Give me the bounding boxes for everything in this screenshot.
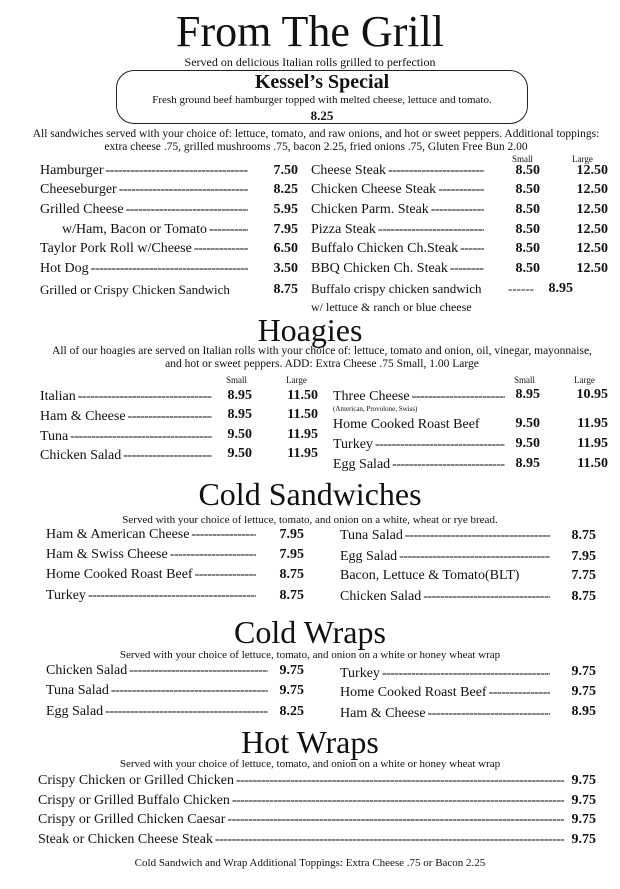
item-price-large: 10.95 <box>576 387 608 402</box>
item-price: 8.95 <box>571 704 596 719</box>
menu-item: Tuna Salad ----- <box>340 527 550 545</box>
item-price: 7.50 <box>273 163 298 178</box>
item-price: 9.75 <box>571 832 596 847</box>
item-price: 8.75 <box>279 588 304 603</box>
menu-item: Ham & Cheese ----- <box>340 705 550 723</box>
menu-item: Crispy or Grilled Buffalo Chicken ----- <box>38 792 564 810</box>
menu-item: Chicken Parm. Steak ----- <box>311 201 484 219</box>
cold-sandwiches-title: Cold Sandwiches <box>198 476 422 512</box>
item-price: 7.95 <box>571 549 596 564</box>
cold-wraps-note: Served with your choice of lettuce, tomato, and onion on a white or honey wheat wrap <box>119 649 501 661</box>
item-price: 9.75 <box>571 812 596 827</box>
item-price: 7.95 <box>273 222 298 237</box>
item-price: 7.75 <box>571 568 596 583</box>
cold-sandwiches-note: Served with your choice of lettuce, tomato, and onion on a white, wheat or rye bread. <box>122 514 498 526</box>
item-price: 8.75 <box>571 528 596 543</box>
item-price: 8.75 <box>571 589 596 604</box>
item-price: 6.50 <box>273 241 298 256</box>
item-price: 9.75 <box>279 663 304 678</box>
hot-wraps-note: Served with your choice of lettuce, tomato, and onion on a white or honey wheat wrap <box>119 758 501 770</box>
item-price-small: 8.50 <box>515 202 540 217</box>
menu-item: Chicken Salad ----- <box>340 588 550 606</box>
item-price-large: 12.50 <box>576 241 608 256</box>
item-price-small: 8.50 <box>515 182 540 197</box>
item-price: 9.75 <box>571 773 596 788</box>
buffalo-sandwich-price: 8.95 <box>548 281 573 296</box>
menu-item: Turkey ----- <box>340 665 550 683</box>
item-price: 9.75 <box>571 793 596 808</box>
menu-item: Cheese Steak ----- <box>311 162 484 180</box>
menu-item: Hamburger ----- <box>40 162 248 180</box>
item-price-small: 8.95 <box>227 388 252 403</box>
menu-item: Crispy Chicken or Grilled Chicken ----- <box>38 772 564 790</box>
item-price-small: 8.50 <box>515 222 540 237</box>
hoagies-size-large: Large <box>286 375 307 385</box>
item-price: 3.50 <box>273 261 298 276</box>
menu-item: Steak or Chicken Cheese Steak ----- <box>38 831 564 849</box>
menu-item: Chicken Salad ----- <box>46 662 268 680</box>
menu-item: Grilled or Crispy Chicken Sandwich <box>40 282 230 297</box>
item-price-small: 9.50 <box>515 436 540 451</box>
hot-wraps-title: Hot Wraps <box>241 724 379 760</box>
menu-item: Taylor Pork Roll w/Cheese ----- <box>40 240 248 258</box>
special-price: 8.25 <box>310 108 334 123</box>
menu-item: Home Cooked Roast Beef <box>333 417 480 432</box>
menu-item: Italian ----- <box>40 388 212 406</box>
menu-item: Ham & Swiss Cheese ----- <box>46 546 256 564</box>
three-cheese-note: (American, Provolone, Swiss) <box>333 405 418 413</box>
menu-item: Pizza Steak ----- <box>311 221 484 239</box>
item-price-large: 11.95 <box>577 436 608 451</box>
item-price-small: 8.95 <box>515 456 540 471</box>
menu-item: Ham & American Cheese ----- <box>46 526 256 544</box>
footer-note: Cold Sandwich and Wrap Additional Toppings: Extra Cheese .75 or Bacon 2.25 <box>134 857 486 869</box>
grill-size-small: Small <box>512 154 534 164</box>
item-price-small: 9.50 <box>515 416 540 431</box>
item-price: 9.75 <box>279 683 304 698</box>
menu-item: Egg Salad ----- <box>340 548 550 566</box>
item-price: 9.75 <box>571 684 596 699</box>
menu-item: Cheeseburger ----- <box>40 181 248 199</box>
menu-item: Home Cooked Roast Beef ----- <box>340 684 550 702</box>
item-price-large: 11.50 <box>287 407 318 422</box>
menu-item: Hot Dog ----- <box>40 260 248 278</box>
item-price-small: 8.50 <box>515 241 540 256</box>
grill-subtitle: Served on delicious Italian rolls grilled to perfection <box>184 55 436 69</box>
hoagies-title: Hoagies <box>257 312 363 348</box>
item-price-small: 8.50 <box>515 261 540 276</box>
grill-size-large: Large <box>572 154 593 164</box>
item-price-large: 11.50 <box>577 456 608 471</box>
item-price-large: 11.95 <box>287 427 318 442</box>
item-price-large: 11.95 <box>577 416 608 431</box>
menu-item: Chicken Salad ----- <box>40 447 212 465</box>
item-price-large: 11.50 <box>287 388 318 403</box>
item-price: 8.75 <box>273 282 298 297</box>
menu-item: Ham & Cheese ----- <box>40 408 212 426</box>
menu-item: BBQ Chicken Ch. Steak ----- <box>311 260 484 278</box>
item-price-small: 9.50 <box>227 427 252 442</box>
item-price-large: 12.50 <box>576 163 608 178</box>
item-price-small: 8.95 <box>515 387 540 402</box>
item-price: 9.75 <box>571 664 596 679</box>
menu-item: Tuna Salad ----- <box>46 682 268 700</box>
menu-item: Turkey ----- <box>46 587 256 605</box>
item-price-small: 8.50 <box>515 163 540 178</box>
menu-item: Three Cheese ----- <box>333 388 505 406</box>
hoagies-size-small: Small <box>226 375 248 385</box>
cold-wraps-title: Cold Wraps <box>234 614 386 650</box>
item-price-small: 9.50 <box>227 446 252 461</box>
buffalo-sandwich-sub: w/ lettuce & ranch or blue cheese <box>311 300 472 314</box>
item-price-large: 12.50 <box>576 222 608 237</box>
menu-item: Grilled Cheese ----- <box>40 201 248 219</box>
hoagies-size-large: Large <box>574 375 595 385</box>
item-price: 8.75 <box>279 567 304 582</box>
special-description: Fresh ground beef hamburger topped with melted cheese, lettuce and tomato. <box>152 94 492 106</box>
hoagies-size-small: Small <box>514 375 536 385</box>
item-price-small: 8.95 <box>227 407 252 422</box>
special-name: Kessel’s Special <box>254 71 390 93</box>
grill-note: All sandwiches served with your choice of: lettuce, tomato, and raw onions, and hot or sweet peppers. Additional toppings: extra cheese .75, grilled mushrooms .75, bacon 2.25, fried onions .75, Gluten Free Bun 2.00 <box>32 128 600 153</box>
item-price-large: 12.50 <box>576 182 608 197</box>
item-price: 7.95 <box>279 547 304 562</box>
hoagies-note: All of our hoagies are served on Italian rolls with your choice of: lettuce, tomato and onion, oil, vinegar, mayonnaise, and hot or sweet peppers. ADD: Extra Cheese .75 Small, 1.00 Large <box>52 345 592 370</box>
item-price-large: 12.50 <box>576 202 608 217</box>
menu-item: w/Ham, Bacon or Tomato ----- <box>62 221 248 239</box>
menu-item: Egg Salad ----- <box>46 703 268 721</box>
item-price: 5.95 <box>273 202 298 217</box>
item-price-large: 11.95 <box>287 446 318 461</box>
menu-item: Egg Salad ----- <box>333 456 505 474</box>
item-price: 8.25 <box>273 182 298 197</box>
menu-item: Tuna ----- <box>40 428 212 446</box>
item-price-large: 12.50 <box>576 261 608 276</box>
buffalo-sandwich-name: Buffalo crispy chicken sandwich <box>311 281 482 296</box>
item-price: 7.95 <box>279 527 304 542</box>
item-price: 8.25 <box>279 704 304 719</box>
menu-item: Bacon, Lettuce & Tomato(BLT) <box>340 568 520 583</box>
menu-item: Turkey ----- <box>333 436 505 454</box>
menu-item: Buffalo Chicken Ch.Steak ----- <box>311 240 484 258</box>
menu-item: Crispy or Grilled Chicken Caesar ----- <box>38 811 564 829</box>
menu-item: Chicken Cheese Steak ----- <box>311 181 484 199</box>
grill-title: From The Grill <box>175 7 445 56</box>
buffalo-sandwich-dashes: ------ <box>508 281 534 296</box>
menu-item: Home Cooked Roast Beef ----- <box>46 566 256 584</box>
